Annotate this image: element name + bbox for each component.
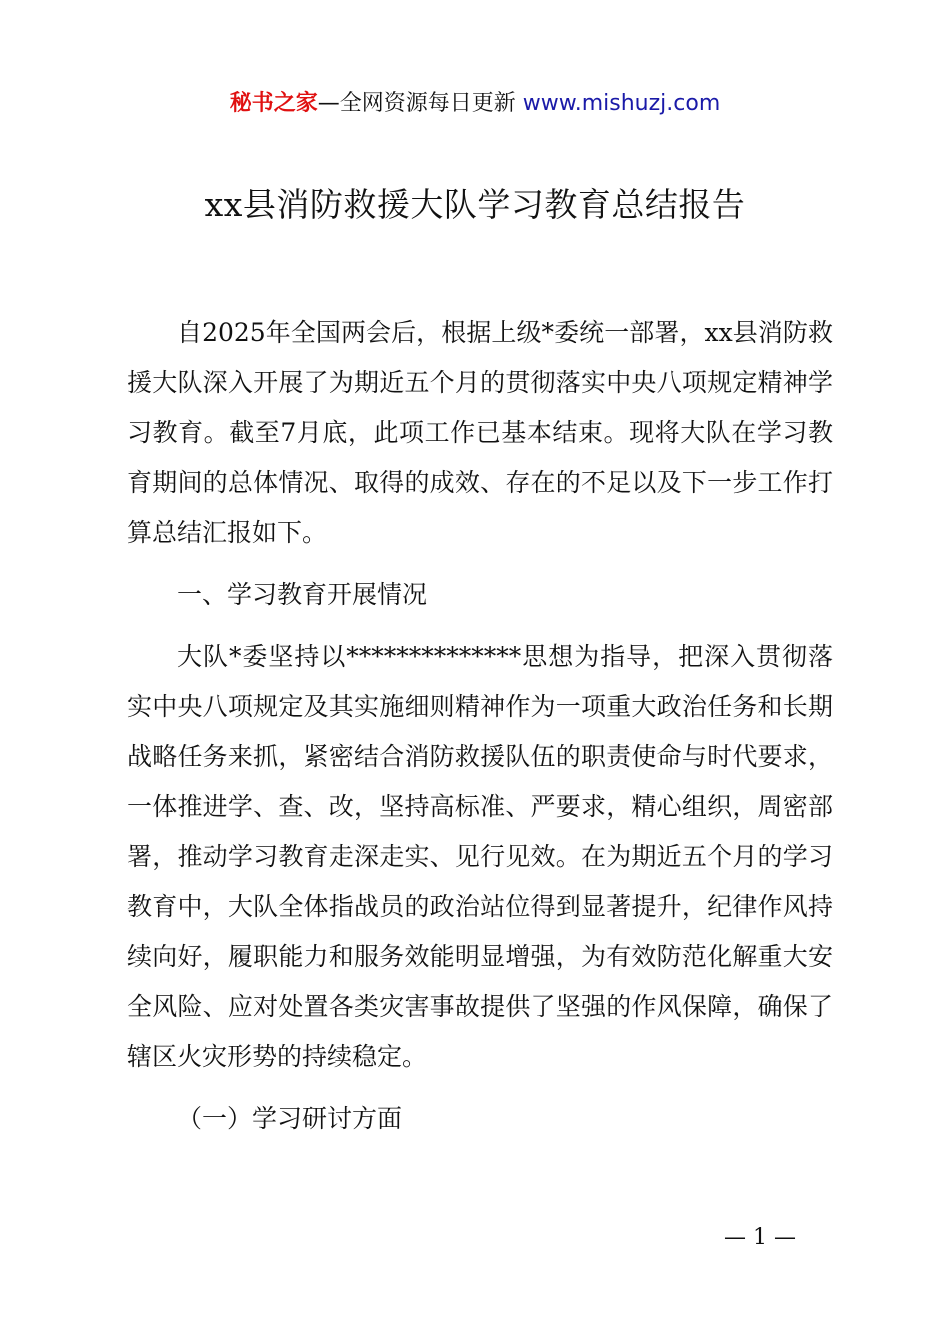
page-number: — 1 — <box>724 1225 796 1250</box>
body-paragraph: 大队*委坚持以**************思想为指导，把深入贯彻落实中央八项规定及其实施细则精神作为一项重大政治任务和长期战略任务来抓，紧密结合消防救援队伍的职责使命与时代要求，一体推进学、查、改，坚持高标准、严要求，精心组织，周密部署，推动学习教育走深走实、见行见效。在为期近五个月的学习教育中，大队全体指战员的政治站位得到显著提升，纪律作风持续向好，履职能力和服务效能明显增强，为有效防范化解重大安全风险、应对处置各类灾害事故提供了坚强的作风保障，确保了辖区火灾形势的持续稳定。 <box>127 642 833 1071</box>
document-body <box>127 308 833 1156</box>
site-url-link[interactable]: www.mishuzj.com <box>522 91 721 116</box>
site-brand: 秘书之家 <box>229 91 318 116</box>
section-heading-1: 一、学习教育开展情况 <box>177 580 428 609</box>
document-title: xx县消防救援大队学习教育总结报告 <box>204 185 746 224</box>
site-header <box>0 88 950 120</box>
intro-paragraph: 自2025年全国两会后，根据上级*委统一部署，xx县消防救援大队深入开展了为期近五个月的贯彻落实中央八项规定精神学习教育。截至7月底，此项工作已基本结束。现将大队在学习教育期间的总体情况、取得的成效、存在的不足以及下一步工作打算总结汇报如下。 <box>127 318 833 547</box>
site-tagline: —全网资源每日更新 <box>317 91 523 116</box>
subsection-heading-1: （一）学习研讨方面 <box>177 1104 403 1133</box>
